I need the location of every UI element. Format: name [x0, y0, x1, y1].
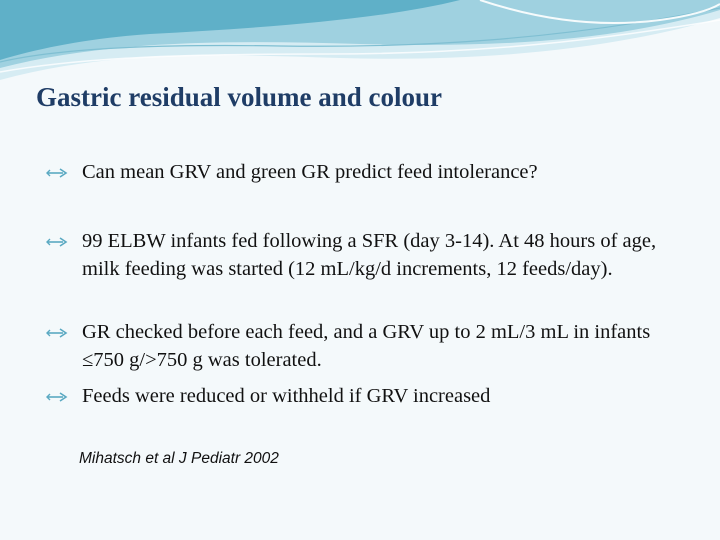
bullet-text: GR checked before each feed, and a GRV up to 2 mL/3 mL in infants ≤750 g/>750 g was tolerated. [82, 321, 651, 371]
bullet-arrow-icon [46, 327, 70, 339]
bullet-item [46, 318, 686, 374]
bullet-text: Feeds were reduced or withheld if GRV increased [82, 385, 491, 407]
bullet-item [46, 382, 686, 410]
citation-reference: Mihatsch et al J Pediatr 2002 [79, 450, 279, 467]
bullet-text: Can mean GRV and green GR predict feed intolerance? [82, 161, 538, 183]
bullet-arrow-icon [46, 236, 70, 248]
bullet-item [46, 227, 686, 283]
slide-title: Gastric residual volume and colour [36, 82, 443, 112]
bullet-item [46, 158, 686, 186]
bullet-arrow-icon [46, 391, 70, 403]
bullet-text: 99 ELBW infants fed following a SFR (day 3-14). At 48 hours of age, milk feeding was started (12 mL/kg/d increments, 12 feeds/day). [82, 230, 657, 280]
bullet-arrow-icon [46, 167, 70, 179]
